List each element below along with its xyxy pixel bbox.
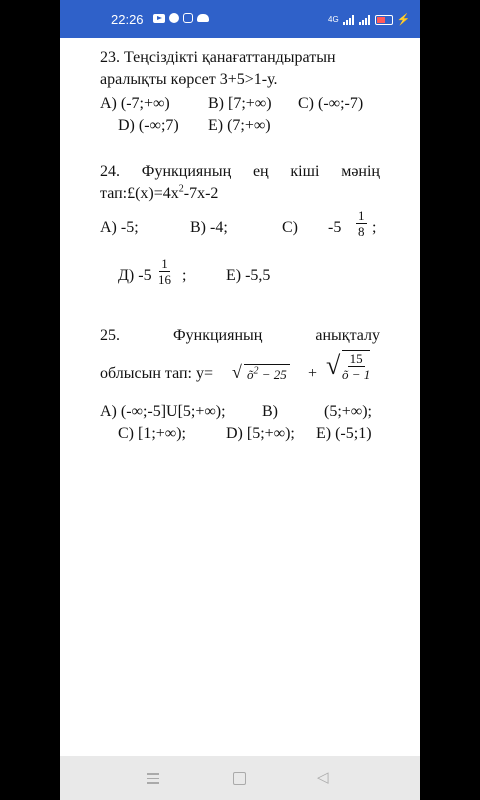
q24-line1	[100, 162, 380, 182]
fraction-denominator: 16	[158, 272, 171, 287]
notification-icons	[153, 13, 209, 23]
charging-icon: ⚡	[396, 14, 411, 26]
q25-option-b: В)	[262, 403, 278, 420]
q23-line2: аралықты көрсет 3+5>1-у.	[100, 71, 278, 88]
q25-plus: +	[308, 365, 318, 382]
back-button[interactable]: ◁	[317, 768, 329, 786]
q23-line1: 23. Теңсіздікті қанағаттандыратын	[100, 49, 336, 66]
fraction-numerator: 1	[358, 208, 365, 223]
q25-option-e: Е) (-5;1)	[316, 425, 372, 442]
q25-word: анықталу	[315, 327, 380, 344]
q23-option-d: D) (-∞;7)	[118, 117, 179, 134]
navigation-bar	[60, 756, 420, 800]
q23-option-a: А) (-7;+∞)	[100, 95, 170, 112]
fraction-denominator: 8	[358, 224, 365, 239]
q24-word: Функцияның	[141, 163, 232, 180]
q25-line1	[100, 326, 380, 346]
q23-option-c: С) (-∞;-7)	[298, 95, 364, 112]
q24-word: кіші	[290, 163, 320, 180]
q25-word: 25.	[100, 327, 120, 344]
q25-word: Функцияның	[173, 327, 263, 344]
q25-radicand-2-fraction	[342, 350, 370, 382]
network-type: 4G	[328, 15, 339, 24]
q24-option-c-fraction	[356, 208, 367, 239]
q24-option-e: Е) -5,5	[226, 267, 271, 284]
home-button[interactable]	[233, 772, 246, 785]
recent-apps-button[interactable]	[147, 770, 159, 787]
q25-radicand-1	[244, 364, 290, 385]
q24-options-row2	[100, 256, 380, 300]
system-icons	[328, 13, 410, 26]
q24-option-c-int: -5	[328, 219, 342, 236]
q23-option-e: Е) (7;+∞)	[208, 117, 271, 134]
variable: õ	[247, 367, 254, 382]
q25-line2	[100, 348, 380, 398]
status-bar	[60, 0, 420, 38]
image-content[interactable]	[60, 38, 420, 756]
q24-option-c-semicolon: ;	[372, 219, 377, 236]
sqrt-symbol-large: √	[326, 351, 341, 380]
q24-option-d-semicolon: ;	[182, 267, 187, 284]
clock: 22:26	[111, 12, 144, 27]
fraction-denominator: õ − 1	[342, 367, 371, 382]
exponent: 2	[253, 365, 259, 377]
q25-prompt: облысын тап: у=	[100, 365, 213, 382]
q25-option-d: D) [5;+∞);	[226, 425, 295, 442]
q24-option-d: Д) -5	[118, 267, 152, 284]
q24-line2	[100, 184, 380, 204]
q24-options-row1	[100, 208, 380, 252]
battery-icon	[375, 15, 393, 25]
q23-option-b: В) [7;+∞)	[208, 95, 272, 112]
q24-exponent: 2	[178, 183, 184, 195]
signal-icon-2	[359, 15, 371, 25]
youtube-icon	[153, 14, 165, 23]
q25-option-c: С) [1;+∞);	[118, 425, 186, 442]
cloud-icon	[197, 14, 209, 22]
q24-option-a: А) -5;	[100, 219, 139, 236]
q25-option-b-value: (5;+∞);	[324, 403, 372, 420]
radicand-rest: − 25	[258, 367, 287, 382]
fraction-numerator: 15	[349, 351, 363, 366]
q24-option-d-fraction	[158, 256, 171, 287]
q24-function-rest: -7х-2	[183, 185, 219, 202]
q24-function-text: тап:£(х)=4х	[100, 185, 179, 202]
app-icon	[169, 13, 179, 23]
q24-word: мәнің	[341, 163, 380, 180]
instagram-icon	[183, 13, 193, 23]
fraction-numerator: 1	[161, 256, 168, 271]
q25-option-a: А) (-∞;-5]U[5;+∞);	[100, 403, 226, 420]
signal-icon	[343, 15, 355, 25]
q24-word: 24.	[100, 163, 120, 180]
phone-screen	[60, 0, 420, 800]
q24-option-c: С)	[282, 219, 298, 236]
sqrt-symbol: √	[232, 362, 242, 382]
q24-word: ең	[252, 163, 269, 180]
q24-option-b: В) -4;	[190, 219, 228, 236]
